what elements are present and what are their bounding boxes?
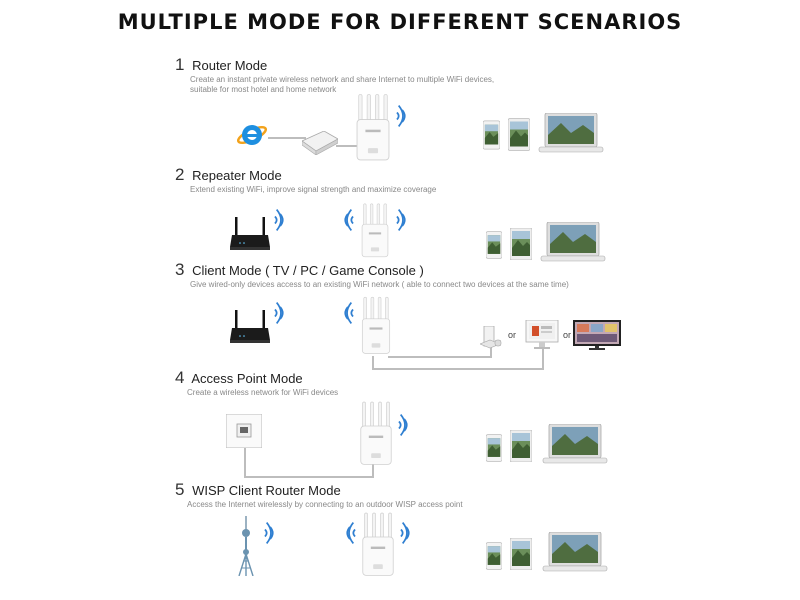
wifi-waves-icon xyxy=(396,207,410,233)
mode-section-access-point xyxy=(0,368,800,478)
tablet-icon xyxy=(510,430,532,462)
page-title: MULTIPLE MODE FOR DIFFERENT SCENARIOS xyxy=(117,10,683,34)
or-label: or xyxy=(508,330,517,340)
mode-description-line: suitable for most hotel and home network xyxy=(190,85,337,94)
modem-icon xyxy=(302,131,338,155)
mode-number: 3 xyxy=(175,260,185,279)
laptop-icon xyxy=(542,424,608,466)
mode-name: Client Mode ( TV / PC / Game Console ) xyxy=(192,263,424,278)
internet-explorer-icon xyxy=(236,119,268,151)
mode-section-client xyxy=(0,260,800,370)
mode-description xyxy=(190,75,550,95)
mode-name: Access Point Mode xyxy=(191,371,303,386)
mode-description xyxy=(190,185,550,195)
or-label: or xyxy=(563,330,572,340)
connection-cable xyxy=(372,356,374,368)
mode-description xyxy=(187,388,547,398)
mode-number: 5 xyxy=(175,480,185,499)
tv-icon xyxy=(573,320,621,350)
wifi-waves-icon xyxy=(274,207,288,233)
mode-description-line: Access the Internet wirelessly by connecting to an outdoor WISP access point xyxy=(187,500,463,509)
phone-icon xyxy=(483,120,500,150)
mode-heading xyxy=(175,368,303,388)
wifi-extender-icon xyxy=(358,203,392,259)
ethernet-wall-socket-icon xyxy=(226,414,262,448)
wifi-waves-icon xyxy=(398,412,412,438)
phone-icon xyxy=(486,434,502,462)
wifi-waves-icon xyxy=(340,300,354,326)
phone-icon xyxy=(486,542,502,570)
mode-heading xyxy=(175,480,341,500)
laptop-icon xyxy=(540,222,606,264)
mode-description-line: Give wired-only devices access to an existing WiFi network ( able to connect two devices at the same time) xyxy=(190,280,569,289)
connection-cable xyxy=(388,356,492,358)
mode-description xyxy=(187,500,547,510)
router-icon xyxy=(230,217,270,251)
wifi-extender-icon xyxy=(358,294,394,358)
mode-number: 1 xyxy=(175,55,185,74)
mode-name: Router Mode xyxy=(192,58,268,73)
connection-cable xyxy=(244,476,374,478)
connection-cable xyxy=(268,137,306,139)
wifi-extender-icon xyxy=(356,400,396,468)
wifi-extender-icon xyxy=(352,93,394,163)
connection-cable xyxy=(542,348,544,370)
mode-description-line: Create an instant private wireless network and share Internet to multiple WiFi devices, xyxy=(190,75,495,84)
wifi-waves-icon xyxy=(396,103,410,129)
mode-number: 4 xyxy=(175,368,185,387)
mode-number: 2 xyxy=(175,165,185,184)
router-icon xyxy=(230,310,270,344)
laptop-icon xyxy=(538,113,604,155)
broadcast-tower-icon xyxy=(236,516,256,576)
mode-heading xyxy=(175,55,267,75)
tablet-icon xyxy=(510,228,532,260)
mode-heading xyxy=(175,260,424,280)
mode-description xyxy=(190,280,630,290)
mode-name: Repeater Mode xyxy=(192,168,282,183)
mode-heading xyxy=(175,165,282,185)
tablet-icon xyxy=(508,118,530,151)
pc-icon xyxy=(524,320,560,350)
tablet-icon xyxy=(510,538,532,570)
wifi-waves-icon xyxy=(340,207,354,233)
wifi-waves-icon xyxy=(274,300,288,326)
mode-description-line: Extend existing WiFi, improve signal strength and maximize coverage xyxy=(190,185,437,194)
game-console-icon xyxy=(480,326,502,350)
phone-icon xyxy=(486,231,502,259)
mode-section-wisp-client-router xyxy=(0,480,800,590)
mode-description-line: Create a wireless network for WiFi devices xyxy=(187,388,339,397)
mode-section-repeater xyxy=(0,165,800,275)
laptop-icon xyxy=(542,532,608,574)
mode-name: WISP Client Router Mode xyxy=(192,483,341,498)
wifi-waves-icon xyxy=(400,520,414,546)
mode-section-router xyxy=(0,55,800,165)
wifi-extender-icon xyxy=(358,512,398,578)
wifi-waves-icon xyxy=(264,520,278,546)
connection-cable xyxy=(244,448,246,478)
wifi-waves-icon xyxy=(342,520,356,546)
